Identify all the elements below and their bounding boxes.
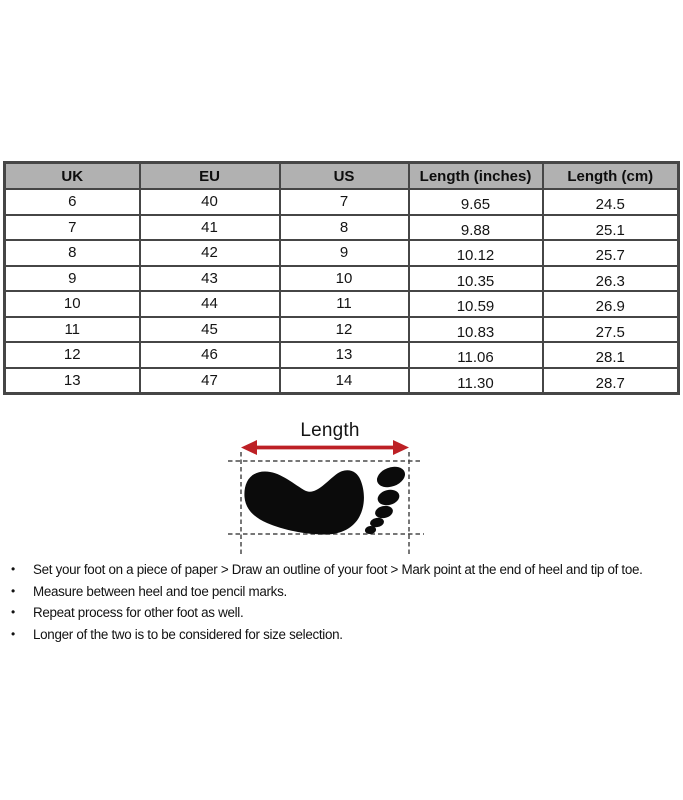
length-arrow-icon xyxy=(241,440,409,455)
table-cell: 25.1 xyxy=(543,215,679,241)
table-cell: 8 xyxy=(280,215,409,241)
table-cell: 6 xyxy=(5,189,140,215)
table-cell: 28.1 xyxy=(543,342,679,368)
table-cell: 10.12 xyxy=(409,240,543,266)
table-row xyxy=(5,291,679,317)
table-cell: 24.5 xyxy=(543,189,679,215)
table-row xyxy=(5,266,679,292)
measurement-instructions xyxy=(0,559,683,646)
table-cell: 10.59 xyxy=(409,291,543,317)
table-cell: 13 xyxy=(5,368,140,394)
table-cell: 41 xyxy=(140,215,280,241)
table-cell: 11.06 xyxy=(409,342,543,368)
table-cell: 14 xyxy=(280,368,409,394)
size-chart-table xyxy=(3,161,680,395)
column-header: UK xyxy=(5,163,140,190)
table-cell: 43 xyxy=(140,266,280,292)
table-cell: 28.7 xyxy=(543,368,679,394)
table-cell: 10.83 xyxy=(409,317,543,343)
table-cell: 10.35 xyxy=(409,266,543,292)
instruction-item: • Set your foot on a piece of paper > Draw an outline of your foot > Mark point at the end of heel and tip of toe. xyxy=(0,559,683,581)
footprint-icon xyxy=(244,463,407,534)
table-row xyxy=(5,215,679,241)
table-cell: 11 xyxy=(5,317,140,343)
table-cell: 26.9 xyxy=(543,291,679,317)
table-cell: 25.7 xyxy=(543,240,679,266)
table-row xyxy=(5,189,679,215)
table-cell: 40 xyxy=(140,189,280,215)
instruction-item: • Longer of the two is to be considered for size selection. xyxy=(0,624,683,646)
table-cell: 27.5 xyxy=(543,317,679,343)
table-body xyxy=(5,189,679,394)
table-row xyxy=(5,342,679,368)
header-row xyxy=(5,163,679,190)
table-cell: 9 xyxy=(5,266,140,292)
table-cell: 42 xyxy=(140,240,280,266)
table-cell: 44 xyxy=(140,291,280,317)
table-cell: 11.30 xyxy=(409,368,543,394)
table-cell: 9.65 xyxy=(409,189,543,215)
column-header: Length (cm) xyxy=(543,163,679,190)
foot-measurement-diagram xyxy=(215,436,440,564)
table-row xyxy=(5,240,679,266)
table-cell: 13 xyxy=(280,342,409,368)
table-cell: 47 xyxy=(140,368,280,394)
table-row xyxy=(5,317,679,343)
length-label: Length xyxy=(300,420,360,441)
table-cell: 10 xyxy=(280,266,409,292)
table-cell: 12 xyxy=(280,317,409,343)
table-cell: 9.88 xyxy=(409,215,543,241)
column-header: Length (inches) xyxy=(409,163,543,190)
instruction-item: • Measure between heel and toe pencil marks. xyxy=(0,581,683,603)
table-cell: 11 xyxy=(280,291,409,317)
table-cell: 10 xyxy=(5,291,140,317)
table-header xyxy=(5,163,679,190)
column-header: US xyxy=(280,163,409,190)
table-cell: 45 xyxy=(140,317,280,343)
table-cell: 12 xyxy=(5,342,140,368)
table-cell: 7 xyxy=(5,215,140,241)
table-cell: 46 xyxy=(140,342,280,368)
table-cell: 7 xyxy=(280,189,409,215)
column-header: EU xyxy=(140,163,280,190)
table-cell: 26.3 xyxy=(543,266,679,292)
table-cell: 8 xyxy=(5,240,140,266)
table-row xyxy=(5,368,679,394)
instruction-item: • Repeat process for other foot as well. xyxy=(0,602,683,624)
table-cell: 9 xyxy=(280,240,409,266)
